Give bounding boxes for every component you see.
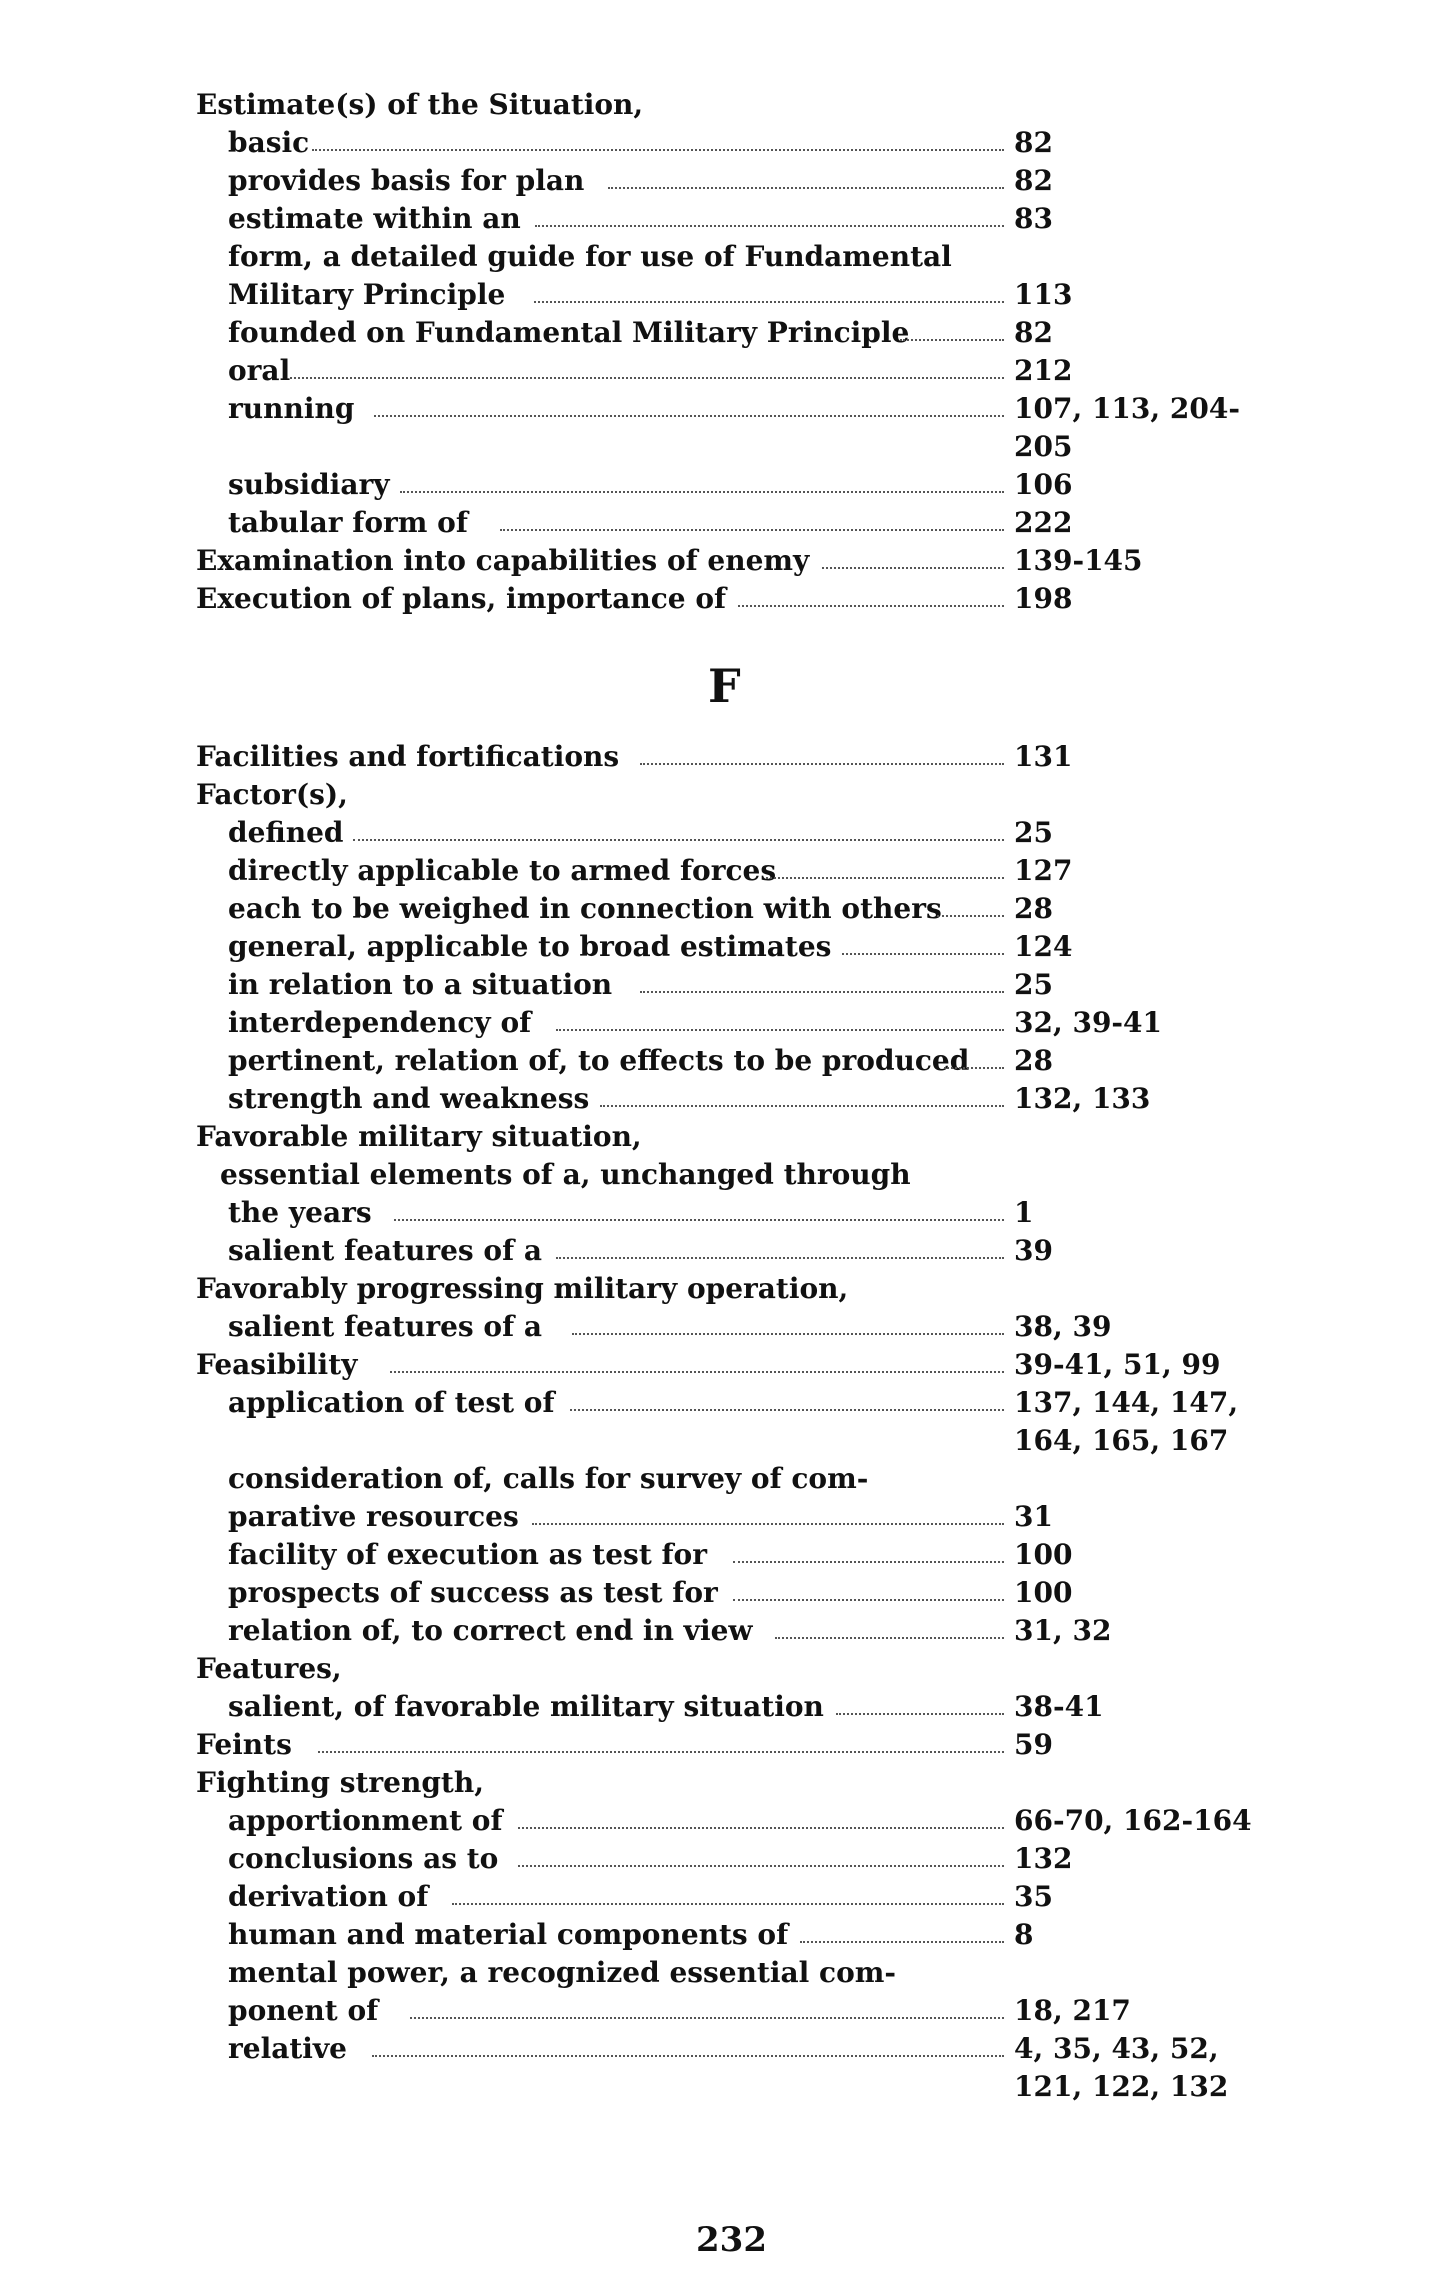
- entry-page-refs: 39-41, 51, 99: [1014, 1348, 1221, 1381]
- entry-term: running: [228, 392, 355, 425]
- dot-leader: [836, 1713, 1004, 1715]
- entry-page-refs: 39: [1014, 1234, 1053, 1267]
- index-entry: [0, 1574, 1436, 1612]
- entry-page-refs: 100: [1014, 1538, 1073, 1571]
- entry-page-refs: 132: [1014, 1842, 1073, 1875]
- index-entry: [0, 1688, 1436, 1726]
- entry-term: application of test of: [228, 1386, 555, 1419]
- entry-page-refs: 25: [1014, 816, 1053, 849]
- index-entry: [0, 1840, 1436, 1878]
- index-entry: [0, 2068, 1436, 2106]
- entry-page-refs: 38-41: [1014, 1690, 1104, 1723]
- dot-leader: [640, 991, 1004, 993]
- entry-term: interdependency of: [228, 1006, 532, 1039]
- index-entry: [0, 466, 1436, 504]
- index-entry: [0, 162, 1436, 200]
- entry-page-refs: 31, 32: [1014, 1614, 1112, 1647]
- entry-term: founded on Fundamental Military Principle: [228, 316, 910, 349]
- index-entry: [0, 1346, 1436, 1384]
- dot-leader: [556, 1257, 1004, 1259]
- entry-term: Feints: [196, 1728, 292, 1761]
- entry-term: form, a detailed guide for use of Fundamental: [228, 240, 952, 273]
- index-entry: [0, 1992, 1436, 2030]
- index-entry: [0, 1764, 1436, 1802]
- index-entry: [0, 428, 1436, 466]
- dot-leader: [374, 415, 1004, 417]
- dot-leader: [766, 877, 1004, 879]
- entry-page-refs: 132, 133: [1014, 1082, 1151, 1115]
- index-entry: [0, 200, 1436, 238]
- entry-page-refs: 1: [1014, 1196, 1034, 1229]
- index-entry: [0, 314, 1436, 352]
- entry-page-refs: 38, 39: [1014, 1310, 1112, 1343]
- entry-page-refs: 124: [1014, 930, 1073, 963]
- entry-page-refs: 25: [1014, 968, 1053, 1001]
- entry-term: directly applicable to armed forces: [228, 854, 777, 887]
- entry-term: Examination into capabilities of enemy: [196, 544, 810, 577]
- dot-leader: [900, 339, 1004, 341]
- entry-term: Favorable military situation,: [196, 1120, 642, 1153]
- index-entry: [0, 1270, 1436, 1308]
- index-entry: [0, 276, 1436, 314]
- dot-leader: [312, 149, 1004, 151]
- entry-term: Features,: [196, 1652, 342, 1685]
- index-entry: [0, 542, 1436, 580]
- entry-page-refs: 106: [1014, 468, 1073, 501]
- index-entry: [0, 1498, 1436, 1536]
- entry-page-refs: 107, 113, 204-: [1014, 392, 1240, 425]
- index-entry: [0, 776, 1436, 814]
- index-entry: [0, 352, 1436, 390]
- entry-term: facility of execution as test for: [228, 1538, 707, 1571]
- entry-term: salient features of a: [228, 1310, 543, 1343]
- entry-term: relative: [228, 2032, 347, 2065]
- entry-page-refs: 4, 35, 43, 52,: [1014, 2032, 1219, 2065]
- dot-leader: [390, 1371, 1004, 1373]
- index-entry: [0, 1726, 1436, 1764]
- section-letter: F: [708, 659, 741, 713]
- dot-leader: [738, 605, 1004, 607]
- dot-leader: [775, 1637, 1004, 1639]
- page-number: 232: [696, 2220, 767, 2260]
- entry-term: pertinent, relation of, to effects to be produced: [228, 1044, 970, 1077]
- entry-page-refs: 212: [1014, 354, 1073, 387]
- index-entry: [0, 86, 1436, 124]
- entry-page-refs: 131: [1014, 740, 1073, 773]
- dot-leader: [532, 1523, 1004, 1525]
- entry-term: human and material components of: [228, 1918, 789, 1951]
- entry-term: prospects of success as test for: [228, 1576, 718, 1609]
- entry-page-refs: 31: [1014, 1500, 1053, 1533]
- index-entry: [0, 1460, 1436, 1498]
- entry-term: Execution of plans, importance of: [196, 582, 727, 615]
- dot-leader: [372, 2055, 1004, 2057]
- entry-term: derivation of: [228, 1880, 429, 1913]
- entry-page-refs: 82: [1014, 126, 1053, 159]
- dot-leader: [500, 529, 1004, 531]
- index-entry: [0, 966, 1436, 1004]
- index-entry: [0, 1080, 1436, 1118]
- entry-term: oral: [228, 354, 291, 387]
- index-entry: [0, 1916, 1436, 1954]
- index-entry: [0, 928, 1436, 966]
- entry-term: Facilities and fortifications: [196, 740, 620, 773]
- dot-leader: [535, 225, 1004, 227]
- entry-term: basic: [228, 126, 310, 159]
- entry-page-refs: 82: [1014, 316, 1053, 349]
- entry-term: salient features of a: [228, 1234, 543, 1267]
- entry-page-refs: 8: [1014, 1918, 1034, 1951]
- index-entry: [0, 238, 1436, 276]
- index-entry: [0, 890, 1436, 928]
- entry-page-refs: 32, 39-41: [1014, 1006, 1163, 1039]
- index-entry: [0, 1650, 1436, 1688]
- entry-term: conclusions as to: [228, 1842, 499, 1875]
- dot-leader: [318, 1751, 1004, 1753]
- entry-term: strength and weakness: [228, 1082, 590, 1115]
- index-entry: [0, 390, 1436, 428]
- dot-leader: [400, 491, 1004, 493]
- entry-term: general, applicable to broad estimates: [228, 930, 832, 963]
- dot-leader: [800, 1941, 1004, 1943]
- dot-leader: [842, 953, 1004, 955]
- entry-term: apportionment of: [228, 1804, 503, 1837]
- dot-leader: [290, 377, 1004, 379]
- entry-page-refs: 28: [1014, 1044, 1053, 1077]
- index-entry: [0, 1802, 1436, 1840]
- entry-term: the years: [228, 1196, 372, 1229]
- entry-term: Military Principle: [228, 278, 506, 311]
- dot-leader: [556, 1029, 1004, 1031]
- entry-term: each to be weighed in connection with others: [228, 892, 942, 925]
- entry-page-refs: 139-145: [1014, 544, 1143, 577]
- entry-page-refs: 82: [1014, 164, 1053, 197]
- index-entry: [0, 1156, 1436, 1194]
- dot-leader: [353, 839, 1004, 841]
- index-entry: [0, 504, 1436, 542]
- entry-page-refs: 121, 122, 132: [1014, 2070, 1229, 2103]
- entry-page-refs: 59: [1014, 1728, 1053, 1761]
- entry-page-refs: 127: [1014, 854, 1073, 887]
- entry-term: Factor(s),: [196, 778, 348, 811]
- dot-leader: [733, 1599, 1004, 1601]
- dot-leader: [572, 1333, 1004, 1335]
- dot-leader: [518, 1865, 1004, 1867]
- index-entry: [0, 852, 1436, 890]
- entry-term: tabular form of: [228, 506, 468, 539]
- index-entry: [0, 1536, 1436, 1574]
- entry-term: essential elements of a, unchanged through: [220, 1158, 911, 1191]
- index-entry: [0, 1612, 1436, 1650]
- entry-term: ponent of: [228, 1994, 379, 2027]
- index-entry: [0, 2030, 1436, 2068]
- dot-leader: [822, 567, 1004, 569]
- index-entry: [0, 1878, 1436, 1916]
- index-entry: [0, 1422, 1436, 1460]
- dot-leader: [640, 763, 1004, 765]
- entry-term: Fighting strength,: [196, 1766, 484, 1799]
- entry-term: relation of, to correct end in view: [228, 1614, 753, 1647]
- dot-leader: [410, 2017, 1004, 2019]
- entry-page-refs: 222: [1014, 506, 1073, 539]
- dot-leader: [937, 915, 1004, 917]
- index-entry: [0, 1042, 1436, 1080]
- entry-term: defined: [228, 816, 344, 849]
- dot-leader: [534, 301, 1004, 303]
- dot-leader: [608, 187, 1004, 189]
- entry-page-refs: 35: [1014, 1880, 1053, 1913]
- entry-page-refs: 113: [1014, 278, 1073, 311]
- index-entry: [0, 1118, 1436, 1156]
- dot-leader: [518, 1827, 1004, 1829]
- index-entry: [0, 1004, 1436, 1042]
- dot-leader: [600, 1105, 1004, 1107]
- entry-page-refs: 83: [1014, 202, 1053, 235]
- index-entry: [0, 1232, 1436, 1270]
- index-entry: [0, 814, 1436, 852]
- entry-term: provides basis for plan: [228, 164, 585, 197]
- entry-term: Estimate(s) of the Situation,: [196, 88, 644, 121]
- entry-page-refs: 137, 144, 147,: [1014, 1386, 1239, 1419]
- entry-term: Favorably progressing military operation,: [196, 1272, 849, 1305]
- dot-leader: [733, 1561, 1004, 1563]
- dot-leader: [452, 1903, 1004, 1905]
- entry-term: in relation to a situation: [228, 968, 613, 1001]
- index-entry: [0, 1954, 1436, 1992]
- dot-leader: [570, 1409, 1004, 1411]
- entry-page-refs: 100: [1014, 1576, 1073, 1609]
- entry-page-refs: 28: [1014, 892, 1053, 925]
- entry-term: estimate within an: [228, 202, 521, 235]
- entry-term: mental power, a recognized essential com-: [228, 1956, 897, 1989]
- dot-leader: [944, 1067, 1004, 1069]
- entry-term: subsidiary: [228, 468, 390, 501]
- index-entry: [0, 1308, 1436, 1346]
- entry-term: salient, of favorable military situation: [228, 1690, 824, 1723]
- index-entry: [0, 580, 1436, 618]
- entry-page-refs: 164, 165, 167: [1014, 1424, 1229, 1457]
- index-entry: [0, 1384, 1436, 1422]
- index-entry: [0, 1194, 1436, 1232]
- entry-page-refs: 66-70, 162-164: [1014, 1804, 1252, 1837]
- entry-page-refs: 198: [1014, 582, 1073, 615]
- entry-page-refs: 18, 217: [1014, 1994, 1131, 2027]
- entry-page-refs: 205: [1014, 430, 1073, 463]
- dot-leader: [394, 1219, 1004, 1221]
- entry-term: consideration of, calls for survey of com-: [228, 1462, 869, 1495]
- index-entry: [0, 124, 1436, 162]
- entry-term: Feasibility: [196, 1348, 358, 1381]
- entry-term: parative resources: [228, 1500, 519, 1533]
- index-entry: [0, 738, 1436, 776]
